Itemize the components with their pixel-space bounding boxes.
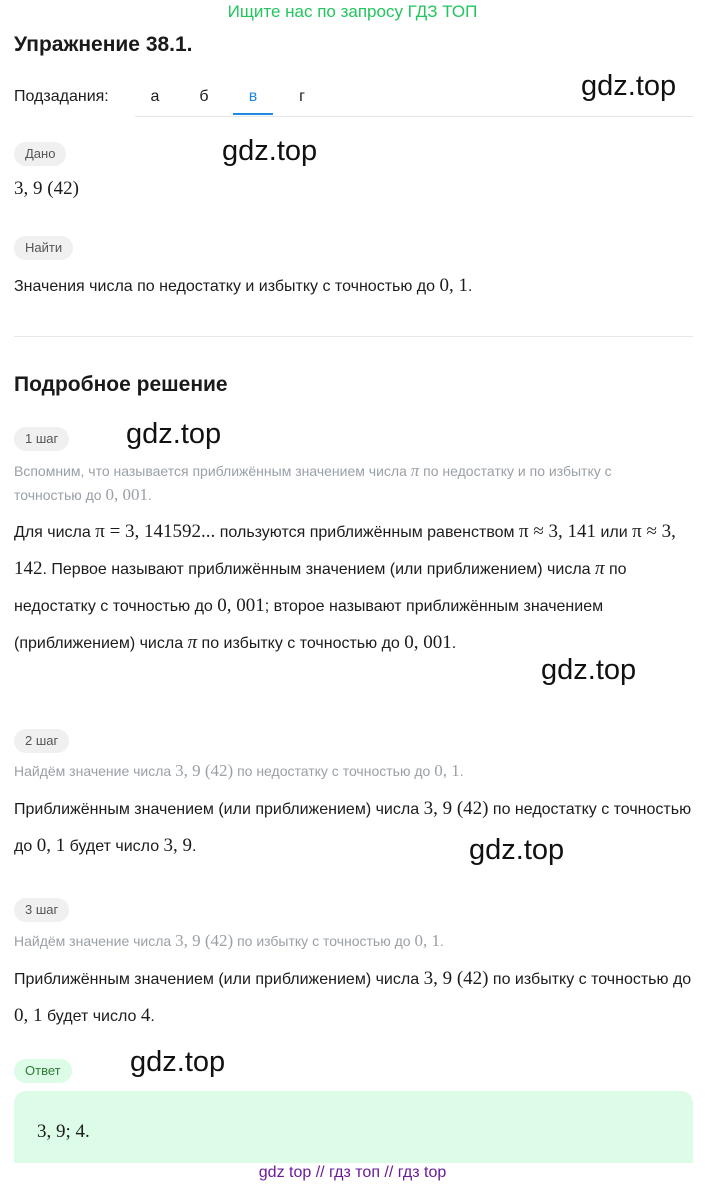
watermark: gdz.top — [130, 1046, 226, 1078]
step-text: Приближённым значением (или приближением) числа 3, 9 (42) по избытку с точностью до 0, 1 будет число 4. — [14, 968, 692, 1026]
step-hint: Найдём значение числа 3, 9 (42) по недостатку с точностью до 0, 1. — [14, 761, 464, 780]
answer-value: 3, 9; 4. — [37, 1121, 90, 1142]
subtasks-label: Подзадания: — [14, 88, 109, 105]
given-value: 3, 9 (42) — [14, 178, 79, 199]
step-badge: 1 шаг — [14, 427, 69, 451]
section-divider — [14, 336, 693, 337]
tabs-border — [135, 116, 693, 117]
promo-banner[interactable]: Ищите нас по запросу ГДЗ ТОП — [227, 2, 478, 21]
step-badge: 2 шаг — [14, 729, 69, 753]
solution-title: Подробное решение — [14, 373, 228, 396]
tab-a[interactable]: а — [150, 88, 160, 105]
watermark: gdz.top — [541, 654, 637, 686]
tab-b[interactable]: б — [199, 88, 209, 105]
answer-box — [14, 1091, 693, 1163]
watermark: gdz.top — [469, 834, 565, 866]
given-badge: Дано — [14, 142, 66, 166]
footer-links[interactable]: gdz top // гдз топ // гдз top — [258, 1164, 447, 1181]
answer-badge: Ответ — [14, 1059, 72, 1083]
page-title: Упражнение 38.1. — [14, 33, 193, 56]
watermark: gdz.top — [222, 135, 318, 167]
tab-g[interactable]: г — [299, 88, 305, 105]
watermark: gdz.top — [581, 70, 677, 102]
active-tab-indicator — [233, 113, 273, 115]
step-text: Для числа π = 3, 141592... пользуются приближённым равенством π ≈ 3, 141 или π ≈ 3, 142. Первое называют приближённым значением (или приближением) числа π по недостатку с точностью до 0, 001; второе называют приближённым значением (приближением) числа π по избытку с точностью до 0, 001. — [14, 521, 676, 653]
step-hint: Вспомним, что называется приближённым значением числа π по недостатку и по избытку с точностью до 0, 001. — [14, 461, 612, 504]
find-badge: Найти — [14, 236, 73, 260]
find-text: Значения числа по недостатку и избытку с точностью до 0, 1. — [14, 275, 473, 296]
watermark: gdz.top — [126, 418, 222, 450]
tab-v[interactable]: в — [248, 88, 258, 105]
step-text: Приближённым значением (или приближением) числа 3, 9 (42) по недостатку с точностью до 0, 1 будет число 3, 9. — [14, 798, 692, 856]
step-hint: Найдём значение числа 3, 9 (42) по избытку с точностью до 0, 1. — [14, 931, 444, 950]
step-badge: 3 шаг — [14, 898, 69, 922]
